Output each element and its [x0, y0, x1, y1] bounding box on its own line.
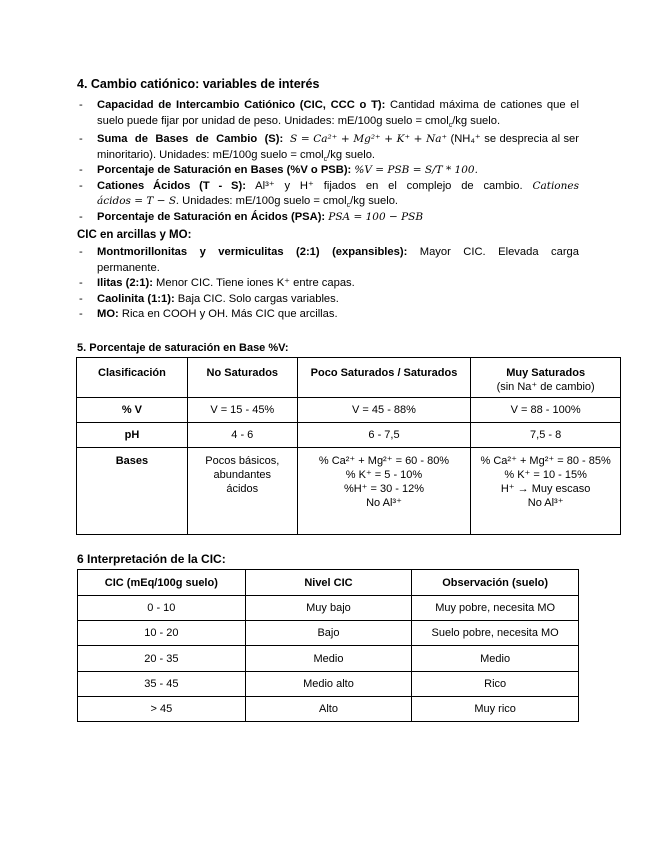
cell-line: % Ca²⁺ + Mg²⁺ = 80 - 85%	[480, 455, 611, 467]
cell-nivel: Muy bajo	[245, 596, 412, 621]
list-item-ilitas	[79, 276, 579, 292]
cell-line: % K⁺ = 10 - 15%	[504, 469, 587, 481]
cell-line: %H⁺ = 30 - 12%	[343, 483, 425, 495]
cell-cic: 10 - 20	[78, 621, 246, 646]
term-cationes-acidos: Cationes Ácidos (T - S):	[97, 179, 246, 192]
cell-bases-poco-sat	[297, 448, 471, 535]
header-observacion: Observación (suelo)	[412, 570, 579, 596]
term-mo: MO:	[97, 308, 119, 320]
section-5-title: 5. Porcentaje de saturación en Base %V:	[77, 342, 289, 354]
cell-observacion: Rico	[412, 672, 579, 697]
table-row	[77, 398, 621, 423]
section-4-list	[79, 98, 580, 225]
term-psa: Porcentaje de Saturación en Ácidos (PSA):	[97, 210, 326, 223]
section-4-title: 4. Cambio catiónico: variables de interés	[77, 77, 320, 91]
table-row	[78, 646, 579, 672]
list-item-montmorillonitas	[79, 245, 579, 276]
cell-cic: > 45	[78, 697, 246, 722]
term-suma-bases: Suma de Bases de Cambio (S):	[97, 133, 284, 145]
subscript: c	[346, 202, 351, 210]
list-item-cationes-acidos	[79, 179, 579, 210]
cell-ph-poco-sat: 6 - 7,5	[297, 423, 471, 448]
cell-ph-muy-sat: 7,5 - 8	[471, 423, 621, 448]
table-row	[77, 423, 621, 448]
cell-bases-no-sat	[187, 448, 297, 535]
formula-cationes-acidos: Cationes ácidos = T − S.	[97, 179, 579, 207]
table-header-row	[78, 570, 579, 596]
cell-v-muy-sat: V = 88 - 100%	[471, 398, 621, 423]
list-item-caolinita	[79, 292, 579, 308]
term-montmorillonitas: Montmorillonitas y vermiculitas (2:1) (expansibles):	[97, 246, 408, 258]
cell-bases-muy-sat	[471, 448, 621, 535]
cell-line: No Al³⁺	[366, 497, 402, 509]
definition-text: /kg suelo.	[452, 114, 501, 127]
definition-text: Mayor CIC. Elevada carga permanente.	[97, 246, 579, 274]
bullet-dash: -	[79, 164, 83, 176]
table-row	[78, 697, 579, 722]
cell-cic: 0 - 10	[78, 596, 246, 621]
cell-observacion: Muy rico	[412, 697, 579, 722]
row-label-ph: pH	[77, 423, 188, 448]
cell-line: No Al³⁺	[527, 497, 564, 509]
section-6-title: 6 Interpretación de la CIC:	[77, 552, 226, 566]
cell-nivel: Bajo	[245, 621, 412, 646]
definition-text: Rica en COOH y OH. Más CIC que arcillas.	[118, 308, 338, 320]
definition-text: Menor CIC. Tiene iones K⁺ entre capas.	[152, 277, 355, 289]
arcillas-title: CIC en arcillas y MO:	[77, 229, 192, 241]
definition-text: Unidades: mE/100g suelo = cmol	[179, 195, 347, 207]
cell-v-no-sat: V = 15 - 45%	[187, 398, 297, 423]
formula-psa: PSA = 100 − PSB	[328, 210, 424, 223]
cell-nivel: Medio alto	[245, 672, 412, 697]
definition-text: (NH₄⁺ se desprecia al ser minoritario). Unidades: mE/100g suelo = cmol	[97, 133, 580, 161]
bullet-dash: -	[79, 179, 83, 192]
header-muy-saturados-note: (sin Na⁺ de cambio)	[496, 381, 595, 393]
formula-s: S = Ca²⁺ + Mg²⁺ + K⁺ + Na⁺	[290, 133, 448, 145]
row-label-bases: Bases	[77, 448, 188, 535]
table-row	[77, 448, 621, 535]
header-clasificacion: Clasificación	[77, 358, 188, 398]
term-cic: Capacidad de Intercambio Catiónico (CIC, CCC o T):	[97, 99, 386, 111]
cell-line: abundantes	[213, 469, 272, 481]
header-poco-saturados: Poco Saturados / Saturados	[297, 358, 471, 398]
bullet-dash: -	[79, 133, 83, 145]
header-muy-saturados	[471, 358, 621, 398]
bullet-dash: -	[79, 277, 83, 289]
cic-interpretation-table	[77, 569, 579, 722]
cell-line: % Ca²⁺ + Mg²⁺ = 60 - 80%	[318, 455, 450, 467]
cell-observacion: Medio	[412, 646, 579, 672]
table-header-row	[77, 358, 621, 398]
cell-nivel: Medio	[245, 646, 412, 672]
cell-nivel: Alto	[245, 697, 412, 722]
arcillas-list	[79, 245, 579, 323]
table-row	[78, 672, 579, 697]
cell-line: % K⁺ = 5 - 10%	[345, 469, 423, 481]
definition-text: Cantidad máxima de cationes que el suelo puede fijar por unidad de peso. Unidades: mE/100g suelo = cmol	[97, 99, 579, 127]
definition-text: Baja CIC. Solo cargas variables.	[174, 292, 339, 305]
cell-line: H⁺ → Muy escaso	[500, 483, 591, 495]
cell-cic: 35 - 45	[78, 672, 246, 697]
cell-v-poco-sat: V = 45 - 88%	[297, 398, 471, 423]
table-row	[78, 621, 579, 646]
definition-text: /kg suelo.	[350, 195, 399, 207]
saturation-table	[76, 357, 621, 535]
term-caolinita: Caolinita (1:1):	[97, 292, 175, 305]
cell-observacion: Muy pobre, necesita MO	[412, 596, 579, 621]
header-no-saturados: No Saturados	[187, 358, 297, 398]
list-item-psa	[79, 210, 579, 226]
list-item-mo	[79, 307, 579, 323]
cell-cic: 20 - 35	[78, 646, 246, 672]
term-psb: Porcentaje de Saturación en Bases (%V o PSB):	[97, 164, 352, 176]
definition-text: Al³⁺ y H⁺ fijados en el complejo de cambio.	[245, 179, 533, 192]
list-item-psb	[79, 163, 579, 179]
cell-line: ácidos	[226, 483, 259, 495]
term-ilitas: Ilitas (2:1):	[97, 277, 153, 289]
row-label-v: % V	[77, 398, 188, 423]
cell-line: Pocos básicos,	[205, 455, 280, 467]
bullet-dash: -	[79, 292, 83, 305]
cell-observacion: Suelo pobre, necesita MO	[412, 621, 579, 646]
bullet-dash: -	[79, 308, 83, 320]
header-cic: CIC (mEq/100g suelo)	[78, 570, 246, 596]
formula-psb: %V = PSB = S/T * 100.	[354, 164, 478, 176]
header-muy-saturados-label: Muy Saturados	[506, 367, 586, 379]
list-item-suma-bases	[79, 132, 580, 163]
cell-ph-no-sat: 4 - 6	[187, 423, 297, 448]
table-row	[78, 596, 579, 621]
subscript: c	[448, 121, 453, 129]
header-nivel: Nivel CIC	[245, 570, 412, 596]
bullet-dash: -	[79, 99, 83, 111]
definition-text: /kg suelo.	[327, 148, 376, 161]
bullet-dash: -	[79, 210, 83, 223]
list-item-cic	[79, 98, 579, 129]
subscript: c	[323, 155, 328, 163]
bullet-dash: -	[79, 246, 83, 258]
